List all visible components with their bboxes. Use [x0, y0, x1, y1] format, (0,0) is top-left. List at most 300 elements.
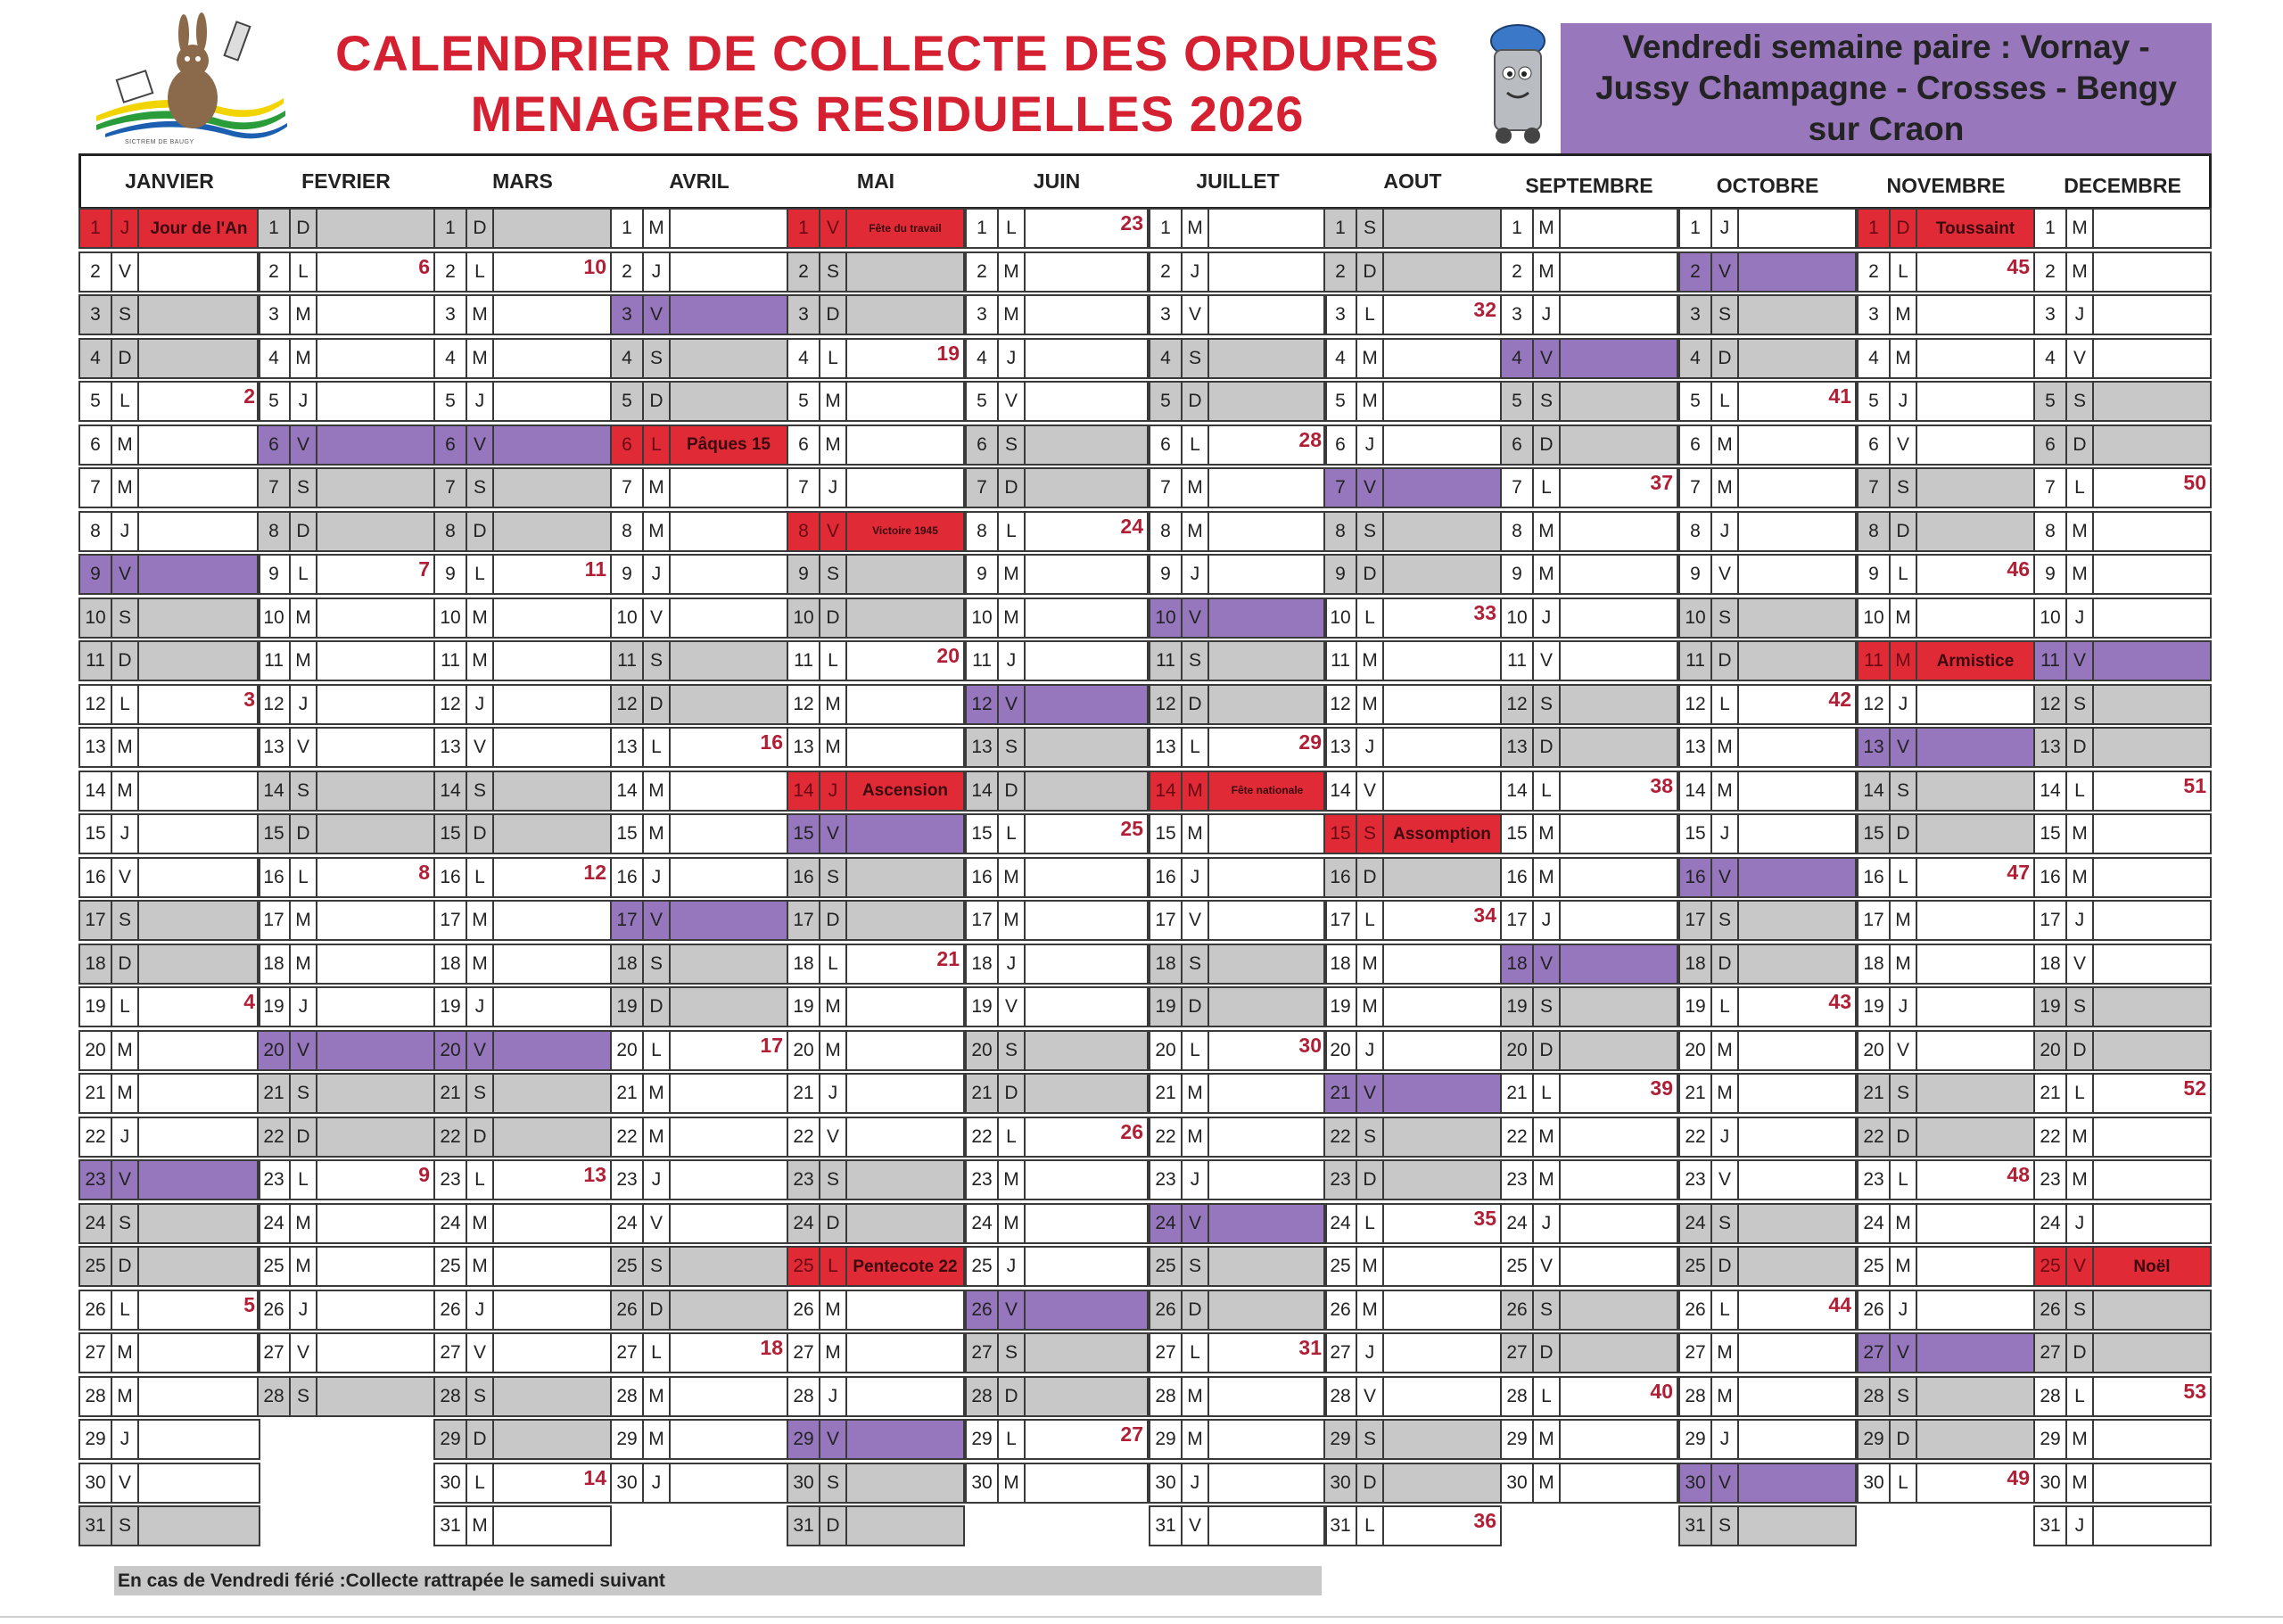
weekday-letter: M	[1891, 1205, 1917, 1242]
day-number: 9	[788, 556, 820, 593]
weekday-letter: V	[1534, 945, 1561, 983]
day-cell	[257, 813, 435, 854]
day-cell	[1857, 813, 2035, 854]
day-note	[1739, 469, 1855, 507]
day-number: 9	[1150, 556, 1183, 593]
day-number: 2	[1150, 253, 1183, 291]
week-number: 9	[418, 1163, 430, 1186]
month-column	[965, 156, 1149, 1509]
weekday-letter: J	[1712, 210, 1739, 247]
day-cell	[965, 986, 1149, 1027]
day-number: 5	[1859, 383, 1891, 420]
week-number: 42	[1828, 687, 1851, 711]
day-number: 26	[2035, 1291, 2067, 1329]
day-number: 21	[1859, 1075, 1891, 1112]
weekday-letter: M	[1357, 945, 1384, 983]
weekday-letter: J	[644, 1464, 671, 1502]
day-note	[494, 296, 610, 334]
weekday-letter: M	[1891, 902, 1917, 939]
day-number: 5	[80, 383, 112, 420]
day-number: 6	[788, 426, 820, 464]
day-note	[1026, 642, 1147, 680]
day-number: 18	[612, 945, 644, 983]
day-cell	[257, 511, 435, 552]
day-cell	[1149, 1419, 1327, 1460]
day-cell	[433, 1463, 612, 1504]
day-number: 18	[967, 945, 999, 983]
day-cell	[1323, 425, 1502, 466]
day-cell	[78, 944, 260, 985]
day-cell	[257, 1376, 435, 1417]
day-cell	[965, 338, 1149, 379]
weekday-letter: V	[1183, 599, 1209, 637]
week-number: 4	[243, 990, 255, 1013]
day-note	[1209, 815, 1325, 853]
weekday-letter: J	[467, 1291, 494, 1329]
day-cell	[257, 208, 435, 249]
weekday-letter: M	[112, 729, 139, 766]
day-note	[317, 1378, 433, 1415]
day-note	[1209, 859, 1325, 896]
weekday-letter: J	[644, 556, 671, 593]
day-note	[494, 556, 610, 593]
weekday-letter: J	[999, 945, 1026, 983]
day-number: 5	[788, 383, 820, 420]
day-cell	[1323, 813, 1502, 854]
day-note	[1209, 1161, 1325, 1199]
weekday-letter: L	[1357, 902, 1384, 939]
day-note	[1917, 296, 2033, 334]
weekday-letter: L	[467, 1161, 494, 1199]
week-number: 6	[418, 254, 430, 278]
day-note	[1384, 426, 1500, 464]
day-note	[494, 469, 610, 507]
day-note	[671, 210, 787, 247]
day-number: 14	[1150, 772, 1183, 810]
day-cell	[1678, 1290, 1857, 1331]
day-number: 7	[1680, 469, 1712, 507]
day-cell	[2033, 900, 2212, 941]
day-note	[1561, 1118, 1677, 1156]
day-note	[2094, 1507, 2210, 1545]
day-number: 23	[2035, 1161, 2067, 1199]
day-cell	[1678, 986, 1857, 1027]
day-note	[1384, 1032, 1500, 1069]
weekday-letter: J	[644, 859, 671, 896]
day-number: 25	[967, 1248, 999, 1285]
weekday-letter: D	[112, 642, 139, 680]
day-cell	[965, 294, 1149, 335]
day-cell	[433, 771, 612, 812]
day-note	[1917, 1378, 2033, 1415]
day-note	[1209, 556, 1325, 593]
day-cell	[610, 1419, 788, 1460]
day-number: 14	[259, 772, 291, 810]
day-note	[1561, 210, 1677, 247]
day-cell	[1500, 1203, 1678, 1244]
weekday-letter: J	[467, 686, 494, 723]
holiday-label: Assomption	[1393, 824, 1491, 844]
weekday-letter: D	[644, 686, 671, 723]
banner-line-1: Vendredi semaine paire : Vornay -	[1622, 29, 2150, 65]
weekday-letter: S	[467, 772, 494, 810]
day-note	[1209, 1248, 1325, 1285]
day-cell	[1323, 338, 1502, 379]
weekday-letter: D	[467, 815, 494, 853]
day-number: 12	[967, 686, 999, 723]
day-note	[1026, 1205, 1147, 1242]
day-number: 25	[1502, 1248, 1534, 1285]
day-note	[139, 988, 259, 1026]
weekday-letter: L	[112, 1291, 139, 1329]
day-cell	[433, 381, 612, 422]
weekday-letter: L	[999, 210, 1026, 247]
weekday-letter: V	[999, 988, 1026, 1026]
day-note	[1917, 556, 2033, 593]
day-number: 31	[1150, 1507, 1183, 1545]
day-cell	[965, 900, 1149, 941]
day-cell	[257, 554, 435, 595]
weekday-letter: J	[291, 383, 317, 420]
day-cell	[1149, 294, 1327, 335]
day-number: 18	[435, 945, 467, 983]
day-note	[1209, 686, 1325, 723]
day-cell	[1857, 425, 2035, 466]
day-number: 10	[612, 599, 644, 637]
week-number: 35	[1473, 1206, 1496, 1230]
day-note	[139, 1464, 259, 1502]
weekday-letter: V	[1183, 296, 1209, 334]
day-number: 14	[967, 772, 999, 810]
weekday-letter: D	[999, 469, 1026, 507]
day-note	[1561, 1421, 1677, 1458]
weekday-letter: V	[1891, 426, 1917, 464]
weekday-letter: L	[820, 1248, 847, 1285]
day-note	[847, 1334, 963, 1372]
day-note	[1209, 513, 1325, 550]
day-cell	[78, 338, 260, 379]
day-cell	[1500, 640, 1678, 681]
day-number: 22	[259, 1118, 291, 1156]
weekday-letter: M	[2067, 859, 2094, 896]
day-cell	[965, 944, 1149, 985]
weekday-letter: S	[291, 772, 317, 810]
day-note	[1561, 253, 1677, 291]
day-number: 8	[259, 513, 291, 550]
day-note	[1209, 902, 1325, 939]
weekday-letter: L	[1183, 1334, 1209, 1372]
day-note	[847, 383, 963, 420]
day-note	[1384, 1161, 1500, 1199]
day-number: 3	[1680, 296, 1712, 334]
day-number: 3	[2035, 296, 2067, 334]
day-cell	[1323, 640, 1502, 681]
day-number: 15	[1859, 815, 1891, 853]
weekday-letter: M	[999, 253, 1026, 291]
weekday-letter: D	[1183, 383, 1209, 420]
weekday-letter: M	[644, 469, 671, 507]
day-number: 31	[1680, 1507, 1712, 1545]
day-note	[671, 859, 787, 896]
day-number: 13	[2035, 729, 2067, 766]
day-cell	[78, 727, 260, 768]
day-number: 31	[80, 1507, 112, 1545]
weekday-letter: S	[1534, 383, 1561, 420]
day-cell	[1857, 251, 2035, 293]
day-note	[1917, 815, 2033, 853]
weekday-letter: L	[1891, 556, 1917, 593]
day-cell	[1149, 208, 1327, 249]
day-note	[671, 1291, 787, 1329]
day-note	[494, 1161, 610, 1199]
weekday-letter: V	[112, 556, 139, 593]
day-number: 31	[788, 1507, 820, 1545]
day-note	[1561, 1378, 1677, 1415]
weekday-letter: L	[1712, 686, 1739, 723]
day-cell	[610, 1332, 788, 1373]
day-cell	[78, 640, 260, 681]
day-cell	[1323, 900, 1502, 941]
day-note	[317, 902, 433, 939]
day-note	[1026, 1118, 1147, 1156]
day-number: 31	[435, 1507, 467, 1545]
weekday-letter: V	[2067, 945, 2094, 983]
day-cell	[1500, 251, 1678, 293]
day-cell	[965, 511, 1149, 552]
weekday-letter: D	[291, 815, 317, 853]
weekday-letter: V	[1712, 859, 1739, 896]
month-name: JANVIER	[125, 169, 214, 193]
day-number: 27	[2035, 1334, 2067, 1372]
day-note	[1209, 210, 1325, 247]
day-note	[1384, 988, 1500, 1026]
day-number: 23	[1680, 1161, 1712, 1199]
weekday-letter: S	[112, 1507, 139, 1545]
day-cell	[787, 598, 965, 639]
weekday-letter: D	[2067, 1334, 2094, 1372]
weekday-letter: M	[820, 686, 847, 723]
day-cell	[787, 294, 965, 335]
day-number: 18	[788, 945, 820, 983]
day-note	[1739, 1291, 1855, 1329]
day-cell	[1500, 1117, 1678, 1158]
weekday-letter: L	[999, 1421, 1026, 1458]
day-cell	[610, 684, 788, 725]
weekday-letter: L	[999, 1118, 1026, 1156]
day-number: 2	[1325, 253, 1357, 291]
weekday-letter: M	[820, 729, 847, 766]
day-number: 28	[1859, 1378, 1891, 1415]
week-number: 27	[1120, 1422, 1143, 1446]
day-cell	[1857, 986, 2035, 1027]
day-cell	[965, 208, 1149, 249]
day-cell	[78, 1159, 260, 1200]
day-cell	[1500, 900, 1678, 941]
day-note	[671, 1378, 787, 1415]
day-note	[317, 469, 433, 507]
day-number: 21	[80, 1075, 112, 1112]
weekday-letter: L	[644, 1032, 671, 1069]
day-note	[1917, 1421, 2033, 1458]
day-cell	[1149, 1159, 1327, 1200]
day-note	[671, 815, 787, 853]
month-column	[1857, 161, 2035, 1509]
weekday-letter: V	[1357, 1378, 1384, 1415]
day-cell	[433, 1117, 612, 1158]
day-number: 26	[967, 1291, 999, 1329]
day-number: 27	[259, 1334, 291, 1372]
day-number: 19	[1680, 988, 1712, 1026]
day-number: 25	[2035, 1248, 2067, 1285]
weekday-letter: M	[2067, 815, 2094, 853]
day-cell	[433, 1332, 612, 1373]
day-cell	[965, 684, 1149, 725]
day-cell	[2033, 598, 2212, 639]
day-cell	[1149, 900, 1327, 941]
day-note	[139, 859, 259, 896]
day-note	[139, 729, 259, 766]
day-cell	[2033, 1463, 2212, 1504]
day-note	[847, 340, 963, 377]
day-number: 1	[612, 210, 644, 247]
week-number: 34	[1473, 903, 1496, 927]
holiday-label: Pâques 15	[687, 435, 771, 454]
day-cell	[257, 338, 435, 379]
weekday-letter: M	[820, 1291, 847, 1329]
day-cell	[2033, 1505, 2212, 1546]
day-cell	[610, 813, 788, 854]
day-note	[317, 426, 433, 464]
week-number: 18	[760, 1336, 783, 1359]
weekday-letter: L	[1534, 469, 1561, 507]
week-number: 38	[1650, 773, 1673, 797]
day-number: 2	[80, 253, 112, 291]
weekday-letter: D	[1357, 859, 1384, 896]
day-number: 11	[259, 642, 291, 680]
day-cell	[1323, 1030, 1502, 1071]
day-number: 23	[1150, 1161, 1183, 1199]
weekday-letter: V	[1712, 556, 1739, 593]
day-cell	[2033, 1419, 2212, 1460]
weekday-letter: D	[1891, 815, 1917, 853]
day-number: 17	[259, 902, 291, 939]
day-note	[494, 383, 610, 420]
day-note	[1384, 1075, 1500, 1112]
day-note	[1209, 772, 1325, 810]
weekday-letter: S	[112, 296, 139, 334]
day-number: 15	[1680, 815, 1712, 853]
day-number: 10	[1680, 599, 1712, 637]
day-cell	[257, 684, 435, 725]
day-note	[1384, 1464, 1500, 1502]
day-note	[1384, 1118, 1500, 1156]
sictrem-logo	[87, 11, 293, 153]
day-cell	[1323, 857, 1502, 898]
weekday-letter: L	[1534, 1075, 1561, 1112]
day-cell	[1500, 727, 1678, 768]
weekday-letter: M	[2067, 210, 2094, 247]
day-cell	[787, 511, 965, 552]
day-note	[139, 686, 259, 723]
day-note	[1561, 1248, 1677, 1285]
week-number: 5	[243, 1292, 255, 1316]
day-cell	[1149, 425, 1327, 466]
weekday-letter: D	[1357, 556, 1384, 593]
week-number: 43	[1828, 990, 1851, 1013]
weekday-letter: J	[1534, 1205, 1561, 1242]
weekday-letter: M	[2067, 1421, 2094, 1458]
day-note	[2094, 1378, 2210, 1415]
day-number: 12	[1680, 686, 1712, 723]
day-number: 20	[80, 1032, 112, 1069]
day-number: 24	[1150, 1205, 1183, 1242]
day-number: 24	[1502, 1205, 1534, 1242]
day-note	[494, 642, 610, 680]
weekday-letter: S	[999, 1334, 1026, 1372]
day-number: 4	[1680, 340, 1712, 377]
day-cell	[1500, 338, 1678, 379]
day-note	[1561, 426, 1677, 464]
day-number: 11	[1150, 642, 1183, 680]
day-number: 27	[1502, 1334, 1534, 1372]
weekday-letter: V	[820, 513, 847, 550]
day-note	[1561, 1161, 1677, 1199]
day-note	[1917, 729, 2033, 766]
day-cell	[78, 1419, 260, 1460]
weekday-letter: M	[999, 1161, 1026, 1199]
day-note	[847, 469, 963, 507]
weekday-letter: D	[1891, 513, 1917, 550]
weekday-letter: M	[1357, 340, 1384, 377]
day-cell	[78, 857, 260, 898]
day-cell	[1149, 1290, 1327, 1331]
day-number: 26	[1325, 1291, 1357, 1329]
day-cell	[610, 338, 788, 379]
weekday-letter: J	[1534, 296, 1561, 334]
weekday-letter: L	[1183, 426, 1209, 464]
day-note	[1917, 513, 2033, 550]
month-column	[433, 156, 612, 1553]
weekday-letter: D	[1712, 340, 1739, 377]
day-note	[317, 513, 433, 550]
weekday-letter: S	[999, 729, 1026, 766]
day-cell	[2033, 554, 2212, 595]
weekday-letter: J	[2067, 1205, 2094, 1242]
day-note	[671, 642, 787, 680]
day-cell	[965, 1419, 1149, 1460]
day-cell	[1500, 554, 1678, 595]
day-cell	[1323, 944, 1502, 985]
weekday-letter: M	[1534, 253, 1561, 291]
weekday-letter: S	[1357, 1421, 1384, 1458]
day-number: 17	[967, 902, 999, 939]
weekday-letter: S	[644, 1248, 671, 1285]
day-note	[1561, 772, 1677, 810]
day-number: 22	[788, 1118, 820, 1156]
day-number: 5	[435, 383, 467, 420]
day-number: 20	[435, 1032, 467, 1069]
day-note	[317, 642, 433, 680]
weekday-letter: J	[1357, 729, 1384, 766]
day-note	[1739, 210, 1855, 247]
day-cell	[433, 467, 612, 508]
day-note	[2094, 210, 2210, 247]
weekday-letter: J	[820, 1075, 847, 1112]
day-note	[1739, 945, 1855, 983]
weekday-letter: S	[644, 340, 671, 377]
day-note	[847, 1075, 963, 1112]
day-number: 28	[612, 1378, 644, 1415]
